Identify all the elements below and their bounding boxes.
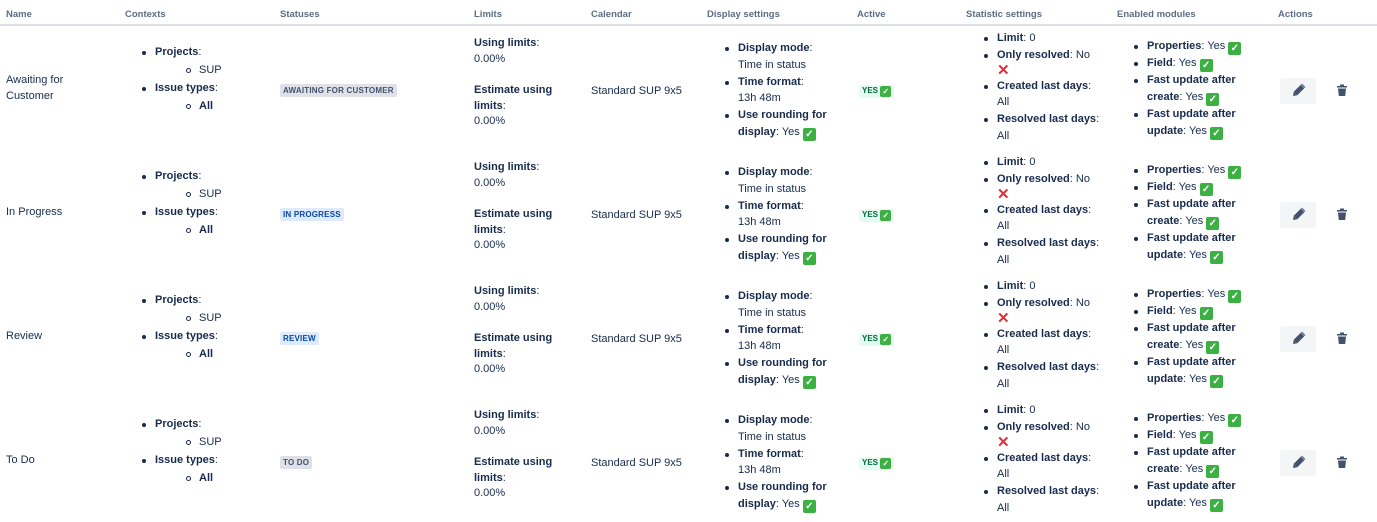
issue-type-value: All (155, 221, 222, 240)
active-badge: YES ✓ (859, 209, 894, 222)
check-mark-icon: ✓ (1200, 59, 1213, 72)
estimate-limits-value: 0.00% (474, 487, 506, 499)
cross-mark-icon: ✕ (997, 61, 1010, 79)
time-format-value: 13h 48m (738, 216, 781, 229)
check-mark-icon: ✓ (1206, 465, 1219, 478)
contexts-cell: Projects: SUP Issue types: All (141, 416, 222, 488)
active-badge: YES ✓ (859, 457, 894, 470)
header-limits: Limits (474, 9, 502, 20)
display-settings-cell: Display mode: Time in status Time format: 13h 48m Use rounding for display: Yes ✓ (724, 412, 849, 513)
check-mark-icon: ✓ (1210, 375, 1223, 388)
statistic-settings-cell: Limit: 0 Only resolved: No ✕ Created last days: All Resolved last days: All (983, 278, 1113, 393)
header-active: Active (857, 9, 886, 20)
check-mark-icon: ✓ (1206, 93, 1219, 106)
check-mark-icon: ✓ (1200, 183, 1213, 196)
edit-button[interactable] (1280, 450, 1316, 476)
row-name: To Do (6, 454, 35, 466)
check-mark-icon: ✓ (880, 210, 891, 221)
pencil-icon (1280, 326, 1316, 352)
limit-value: 0 (1029, 32, 1036, 44)
enabled-modules-cell: Properties: Yes ✓ Field: Yes ✓ Fast update after create: Yes ✓ Fast update after update: Yes ✓ (1133, 38, 1263, 140)
display-settings-cell: Display mode: Time in status Time format: 13h 48m Use rounding for display: Yes ✓ (724, 288, 849, 389)
active-badge: YES ✓ (859, 85, 894, 98)
enabled-modules-cell: Properties: Yes ✓ Field: Yes ✓ Fast update after create: Yes ✓ Fast update after update: Yes ✓ (1133, 162, 1263, 264)
status-lozenge: TO DO (280, 456, 312, 469)
row-name: In Progress (6, 206, 63, 218)
contexts-cell: Projects: SUP Issue types: All (141, 168, 222, 240)
header-statuses: Statuses (280, 9, 320, 20)
statistic-settings-cell: Limit: 0 Only resolved: No ✕ Created last days: All Resolved last days: All (983, 30, 1113, 145)
cross-mark-icon: ✕ (997, 309, 1010, 327)
cross-mark-icon: ✕ (997, 433, 1010, 451)
edit-button[interactable] (1280, 326, 1316, 352)
time-format-value: 13h 48m (738, 92, 781, 105)
delete-button[interactable] (1336, 208, 1348, 222)
limits-cell: Using limits: 0.00% Estimate using limits: 0.00% (474, 160, 584, 254)
project-value: SUP (155, 185, 222, 204)
display-mode-value: Time in status (738, 182, 807, 195)
header-actions: Actions (1278, 9, 1313, 20)
issue-type-value: All (155, 97, 222, 116)
contexts-cell: Projects: SUP Issue types: All (141, 292, 222, 364)
limits-cell: Using limits: 0.00% Estimate using limits: 0.00% (474, 408, 584, 502)
display-mode-value: Time in status (738, 58, 807, 71)
display-mode-value: Time in status (738, 430, 807, 443)
delete-button[interactable] (1336, 332, 1348, 346)
enabled-modules-cell: Properties: Yes ✓ Field: Yes ✓ Fast update after create: Yes ✓ Fast update after update: Yes ✓ (1133, 286, 1263, 388)
table-header (0, 0, 1377, 26)
delete-button[interactable] (1336, 84, 1348, 98)
row-name: Awaiting for Customer (6, 74, 64, 102)
using-limits-value: 0.00% (474, 176, 506, 189)
header-enabled-modules: Enabled modules (1117, 9, 1196, 20)
check-mark-icon: ✓ (1210, 499, 1223, 512)
projects-label: Projects (155, 418, 199, 430)
calendar-value: Standard SUP 9x5 (591, 85, 682, 97)
issue-type-value: All (155, 345, 222, 364)
display-settings-cell: Display mode: Time in status Time format: 13h 48m Use rounding for display: Yes ✓ (724, 40, 849, 141)
table-row (0, 152, 1377, 276)
check-mark-icon: ✓ (1228, 290, 1241, 303)
header-contexts: Contexts (125, 9, 166, 20)
status-lozenge: REVIEW (280, 332, 319, 345)
limits-cell: Using limits: 0.00% Estimate using limits: 0.00% (474, 284, 584, 378)
check-mark-icon: ✓ (1210, 251, 1223, 264)
estimate-limits-value: 0.00% (474, 363, 506, 375)
issue-types-label: Issue types (155, 82, 215, 94)
trash-icon (1336, 208, 1348, 222)
limit-value: 0 (1029, 280, 1036, 292)
check-mark-icon: ✓ (1200, 431, 1213, 444)
edit-button[interactable] (1280, 78, 1316, 104)
time-format-value: 13h 48m (738, 464, 781, 477)
issue-types-label: Issue types (155, 454, 215, 466)
trash-icon (1336, 456, 1348, 470)
status-lozenge: AWAITING FOR CUSTOMER (280, 84, 397, 97)
table-row (0, 28, 1377, 152)
check-mark-icon: ✓ (880, 86, 891, 97)
statistic-settings-cell: Limit: 0 Only resolved: No ✕ Created last days: All Resolved last days: All (983, 154, 1113, 269)
issue-types-label: Issue types (155, 330, 215, 342)
issue-type-value: All (155, 469, 222, 488)
pencil-icon (1280, 78, 1316, 104)
check-mark-icon: ✓ (880, 458, 891, 469)
limits-cell: Using limits: 0.00% Estimate using limits: 0.00% (474, 36, 584, 130)
project-value: SUP (155, 309, 222, 328)
check-mark-icon: ✓ (1228, 42, 1241, 55)
estimate-limits-value: 0.00% (474, 239, 506, 251)
statistic-settings-cell: Limit: 0 Only resolved: No ✕ Created last days: All Resolved last days: All (983, 402, 1113, 517)
pencil-icon (1280, 202, 1316, 228)
trash-icon (1336, 84, 1348, 98)
estimate-limits-value: 0.00% (474, 115, 506, 127)
header-statistic-settings: Statistic settings (966, 9, 1043, 20)
header-calendar: Calendar (591, 9, 632, 20)
pencil-icon (1280, 450, 1316, 476)
delete-button[interactable] (1336, 456, 1348, 470)
contexts-cell: Projects: SUP Issue types: All (141, 44, 222, 116)
limit-value: 0 (1029, 156, 1036, 168)
trash-icon (1336, 332, 1348, 346)
limit-value: 0 (1029, 404, 1036, 416)
display-mode-value: Time in status (738, 306, 807, 319)
check-mark-icon: ✓ (803, 128, 816, 141)
project-value: SUP (155, 433, 222, 452)
calendar-value: Standard SUP 9x5 (591, 457, 682, 469)
header-name: Name (6, 9, 32, 20)
header-display-settings: Display settings (707, 9, 780, 20)
status-lozenge: IN PROGRESS (280, 208, 344, 221)
active-badge: YES ✓ (859, 333, 894, 346)
check-mark-icon: ✓ (1228, 414, 1241, 427)
using-limits-value: 0.00% (474, 300, 506, 313)
check-mark-icon: ✓ (880, 334, 891, 345)
using-limits-value: 0.00% (474, 424, 506, 437)
check-mark-icon: ✓ (1228, 166, 1241, 179)
row-name: Review (6, 330, 43, 342)
table-row (0, 276, 1377, 400)
calendar-value: Standard SUP 9x5 (591, 209, 682, 221)
check-mark-icon: ✓ (1210, 127, 1223, 140)
check-mark-icon: ✓ (1206, 217, 1219, 230)
enabled-modules-cell: Properties: Yes ✓ Field: Yes ✓ Fast update after create: Yes ✓ Fast update after update: Yes ✓ (1133, 410, 1263, 512)
check-mark-icon: ✓ (1206, 341, 1219, 354)
using-limits-value: 0.00% (474, 52, 506, 65)
display-settings-cell: Display mode: Time in status Time format: 13h 48m Use rounding for display: Yes ✓ (724, 164, 849, 265)
check-mark-icon: ✓ (1200, 307, 1213, 320)
calendar-value: Standard SUP 9x5 (591, 333, 682, 345)
table-row (0, 400, 1377, 522)
time-format-value: 13h 48m (738, 340, 781, 353)
project-value: SUP (155, 61, 222, 80)
check-mark-icon: ✓ (803, 252, 816, 265)
edit-button[interactable] (1280, 202, 1316, 228)
issue-types-label: Issue types (155, 206, 215, 218)
projects-label: Projects (155, 46, 199, 58)
check-mark-icon: ✓ (803, 376, 816, 389)
cross-mark-icon: ✕ (997, 185, 1010, 203)
projects-label: Projects (155, 170, 199, 182)
projects-label: Projects (155, 294, 199, 306)
check-mark-icon: ✓ (803, 500, 816, 513)
